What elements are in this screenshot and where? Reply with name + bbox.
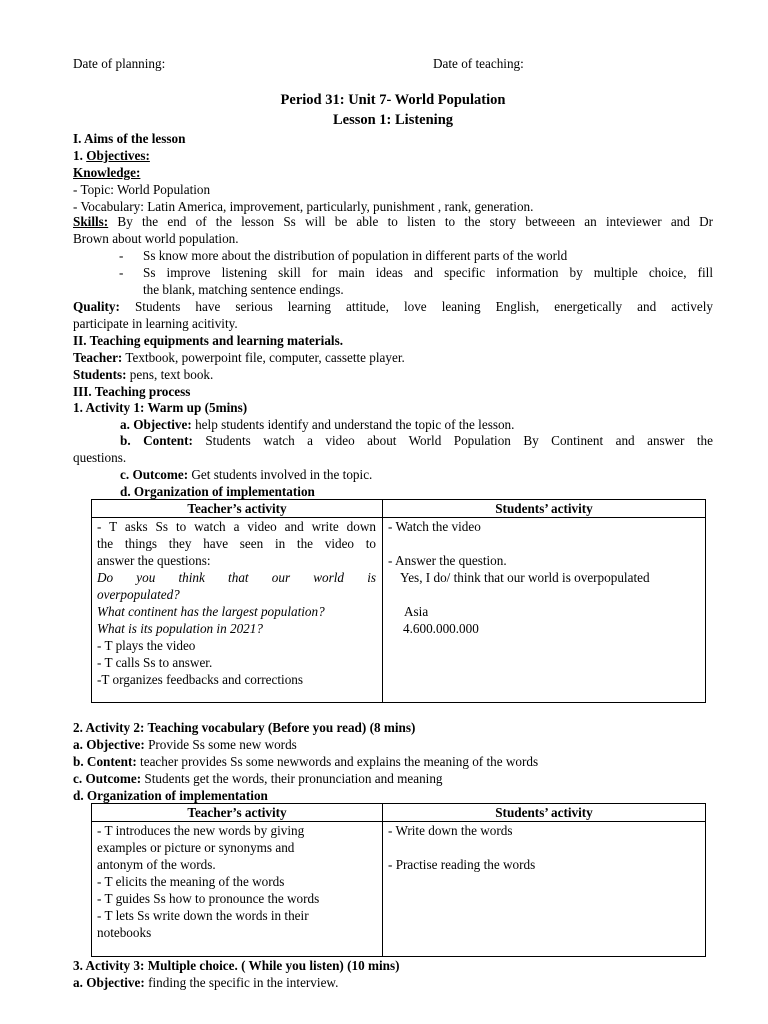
col-students-activity: Students’ activity [383,804,706,822]
page-subtitle: Lesson 1: Listening [332,112,454,128]
teacher-materials: Teacher: Textbook, powerpoint file, computer, cassette player. [73,350,405,365]
students-materials: Students: pens, text book. [73,367,214,382]
activity2-table [91,803,706,957]
activity1-organization-label: d. Organization of implementation [120,484,315,499]
activity1-outcome: c. Outcome: Get students involved in the topic. [120,467,373,482]
activity2-content: b. Content: teacher provides Ss some newwords and explains the meaning of the words [73,754,539,769]
activity3-objective: a. Objective: finding the specific in the interview. [73,975,339,990]
topic-line: - Topic: World Population [73,182,211,197]
col-students-activity: Students’ activity [383,500,706,518]
date-of-teaching: Date of teaching: [433,56,524,71]
teacher-activity-cell: - T asks Ss to watch a video and write down the things they have seen in the video to answer the questions: Do you think that our world is overpopulated? What continent has the largest population? What is its population in 2021? - T plays the video - T calls Ss to answer. -T organizes feedbacks and corrections [92,518,383,703]
activity3-heading: 3. Activity 3: Multiple choice. ( While you listen) (10 mins) [73,958,400,973]
activity1-content: b. Content: Students watch a video about World Population By Continent and answer the questions. [73,433,713,465]
objectives-heading: 1. Objectives: [73,148,150,163]
section-aims-heading: I. Aims of the lesson [73,131,186,146]
bullet-distribution: Ss know more about the distribution of population in different parts of the world [143,248,568,263]
section-process-heading: III. Teaching process [73,384,191,399]
activity2-objective: a. Objective: Provide Ss some new words [73,737,297,752]
vocabulary-line: - Vocabulary: Latin America, improvement, particularly, punishment , rank, generation. [73,199,534,214]
section-equipment-heading: II. Teaching equipments and learning materials. [73,333,344,348]
activity1-heading: 1. Activity 1: Warm up (5mins) [73,400,248,415]
bullet-listening-skill: Ss improve listening skill for main ideas and specific information by multiple choice, fill the blank, matching sentence endings. [143,265,713,297]
bullet-dash: - [119,265,124,280]
bullet-dash: - [119,248,124,263]
students-activity-cell: - Write down the words - Practise reading the words [383,822,706,957]
activity2-outcome: c. Outcome: Students get the words, their pronunciation and meaning [73,771,443,786]
date-of-planning: Date of planning: [73,56,166,71]
skills-paragraph: Skills: By the end of the lesson Ss will be able to listen to the story betweeen an inteviewer and Dr Brown about world population. [73,214,713,246]
page-title: Period 31: Unit 7- World Population [280,92,506,108]
quality-paragraph: Quality: Students have serious learning attitude, love leaning English, energetically and actively participate in learning acitivity. [73,299,713,331]
activity1-table [91,499,706,703]
col-teacher-activity: Teacher’s activity [92,804,383,822]
teacher-activity-cell: - T introduces the new words by giving examples or picture or synonyms and antonym of the words. - T elicits the meaning of the words - T guides Ss how to pronounce the words - T lets Ss write down the words in their notebooks [92,822,383,957]
activity2-organization-label: d. Organization of implementation [73,788,268,803]
knowledge-label: Knowledge: [73,165,141,180]
col-teacher-activity: Teacher’s activity [92,500,383,518]
students-activity-cell: - Watch the video - Answer the question. Yes, I do/ think that our world is overpopulated Asia 4.600.000.000 [383,518,706,703]
activity1-objective: a. Objective: help students identify and understand the topic of the lesson. [120,417,515,432]
activity2-heading: 2. Activity 2: Teaching vocabulary (Before you read) (8 mins) [73,720,416,735]
